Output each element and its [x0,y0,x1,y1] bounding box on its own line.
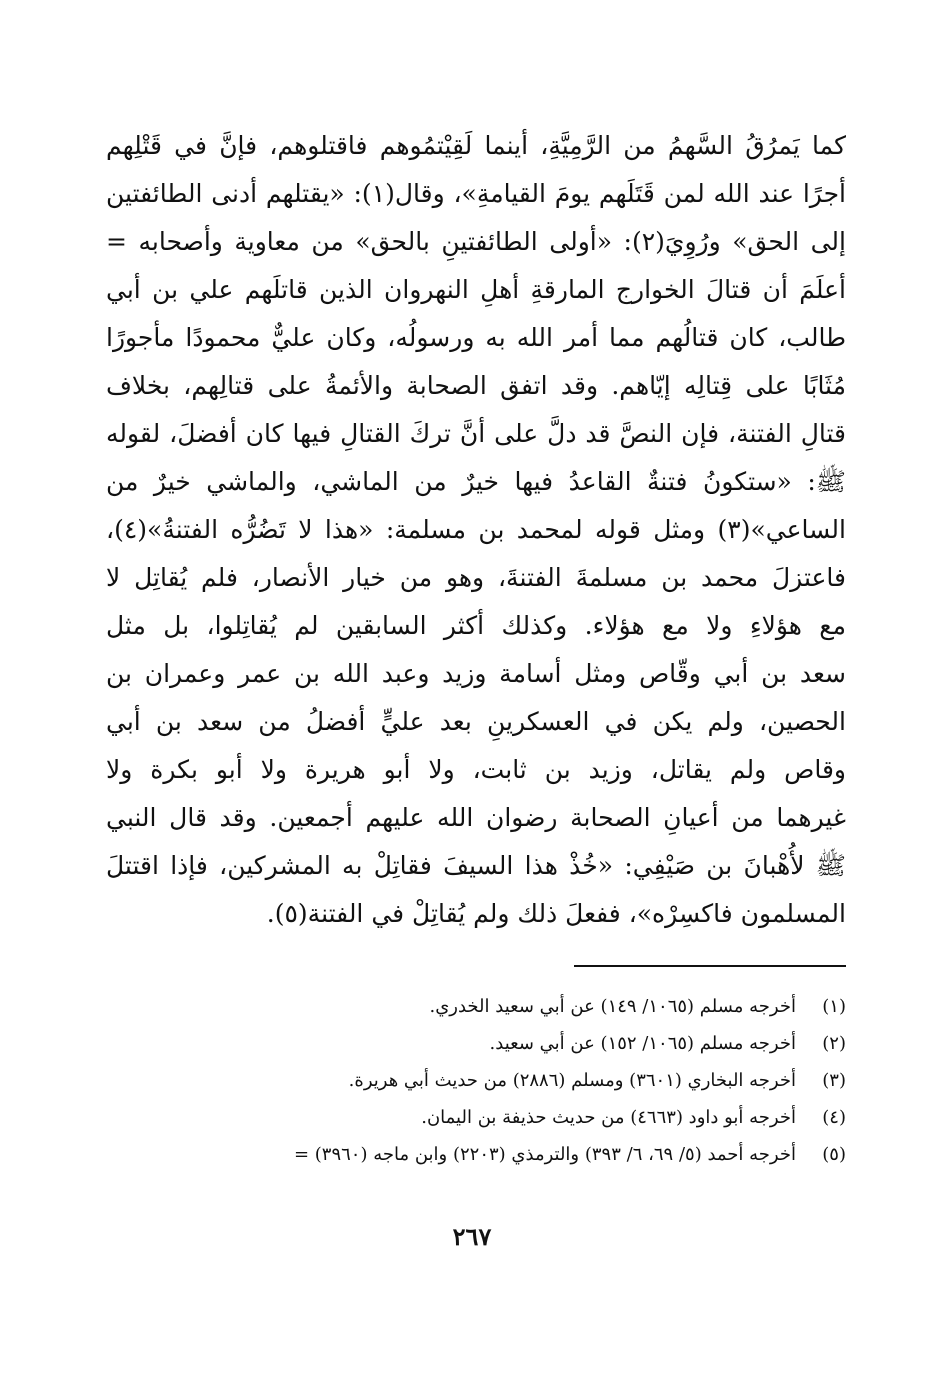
footnote-number: (٢) [822,1033,846,1054]
text-line: أجرًا عند الله لمن قَتَلَهم يومَ القيامةِ»، وقال(١): «يقتلهم أدنى الطائفتين [106,179,846,208]
text-line: سعد بن أبي وقّاص ومثل أسامة وزيد وعبد الله بن عمر وعمران بن [106,659,846,688]
footnote [86,1062,846,1099]
text-line: ﷺ: «ستكونُ فتنةٌ القاعدُ فيها خيرٌ من الماشي، والماشي خيرٌ من [106,467,846,496]
text-line: أعلَمَ أن قتالَ الخوارج المارقةِ أهلِ النهروان الذين قاتلَهم علي بن أبي [106,275,846,304]
footnote [86,1025,846,1062]
text-line: المسلمون فاكسِرْه»، ففعلَ ذلك ولم يُقاتِلْ في الفتنة(٥). [266,899,846,928]
footnotes [86,988,846,1173]
text-line: فاعتزلَ محمد بن مسلمةَ الفتنةَ، وهو من خيار الأنصار، فلم يُقاتِل لا [106,563,846,592]
footnote-number: (١) [822,996,846,1017]
footnote [86,1136,846,1173]
footnote [86,988,846,1025]
page-number: ٢٦٧ [452,1222,492,1251]
footnote-number: (٤) [822,1107,846,1128]
text-line: قتالِ الفتنة، فإن النصَّ قد دلَّ على أنَّ تركَ القتالِ فيها كان أفضلَ، لقوله [106,419,846,448]
footnote-text: أخرجه البخاري (٣٦٠١) ومسلم (٢٨٨٦) من حديث أبي هريرة. [348,1070,796,1091]
main-text [106,122,846,938]
text-line: إلى الحق» ورُوِيَ(٢): «أولى الطائفتينِ بالحق» من معاوية وأصحابه = [106,227,846,256]
footnote-text: أخرجه مسلم (١٠٦٥/ ١٥٢) عن أبي سعيد. [489,1033,796,1054]
footnote-text: أخرجه أحمد (٥/ ٦٩، ٦/ ٣٩٣) والترمذي (٢٢٠٣) وابن ماجه (٣٩٦٠) = [293,1144,796,1165]
footnote-divider [574,965,846,967]
footnote-number: (٥) [822,1144,846,1165]
text-line: كما يَمرُقُ السَّهمُ من الرَّمِيَّةِ، أينما لَقِيْتمُوهم فاقتلوهم، فإنَّ في قَتْلِهم [106,131,846,160]
text-line: مُثَابًا على قِتالِه إيّاهم. وقد اتفق الصحابة والأئمةُ على قتالِهم، بخلاف [106,371,846,400]
text-line: الحصين، ولم يكن في العسكرينِ بعد عليٍّ أفضلُ من سعد بن أبي [106,707,846,736]
text-line: مع هؤلاءِ ولا مع هؤلاء. وكذلك أكثر السابقين لم يُقاتِلوا، بل مثل [106,611,846,640]
footnote-text: أخرجه مسلم (١٠٦٥/ ١٤٩) عن أبي سعيد الخدري. [429,996,796,1017]
text-line: الساعي»(٣) ومثل قوله لمحمد بن مسلمة: «هذا لا تَضُرُّه الفتنةُ»(٤)، [106,515,846,544]
text-line: غيرهما من أعيانِ الصحابة رضوان الله عليهم أجمعين. وقد قال النبي [106,803,846,832]
text-line: ﷺ لأُهْبانَ بن صَيْفِي: «خُذْ هذا السيفَ فقاتِلْ به المشركين، فإذا اقتتلَ [106,851,846,880]
text-line: وقاص ولم يقاتل، وزيد بن ثابت، ولا أبو هريرة ولا أبو بكرة ولا [106,755,846,784]
footnote-text: أخرجه أبو داود (٤٦٦٣) من حديث حذيفة بن اليمان. [421,1107,796,1128]
footnote-number: (٣) [822,1070,846,1091]
footnote [86,1099,846,1136]
text-line: طالب، كان قتالُهم مما أمر الله به ورسولُه، وكان عليٌّ محمودًا مأجورًا [106,323,846,352]
